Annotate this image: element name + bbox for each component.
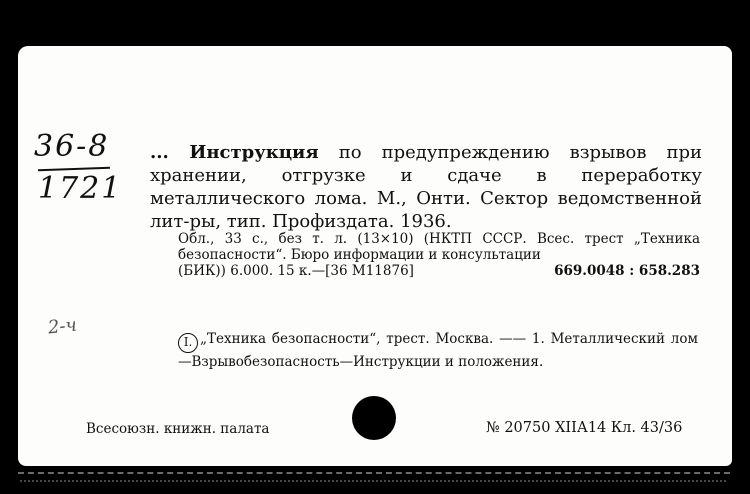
main-entry — [150, 141, 702, 233]
classification-number: 669.0048 : 658.283 — [554, 263, 700, 279]
publisher-footer: Всесоюзн. книжн. палата — [86, 421, 270, 437]
tracing-text: „Техника безопасности“, трест. Москва. —— 1. Металлический лом—Взрывобезопасность—Инструкции и положения. — [178, 331, 698, 370]
shelfmark — [34, 129, 123, 206]
card-edge-dashes — [18, 472, 730, 474]
entry-lead: ... Инструкция — [150, 142, 319, 163]
collation-end: (БИК)) 6.000. 15 к.—[36 М11876] — [178, 263, 414, 279]
card-punch-hole — [352, 396, 396, 440]
card-edge-dots — [20, 480, 726, 482]
collation-end-line — [178, 263, 700, 279]
card-number-footer: № 20750 XIIА14 Кл. 43/36 — [486, 420, 683, 436]
shelfmark-top: 36-8 — [34, 129, 110, 164]
shelfmark-bottom: 1721 — [38, 171, 123, 206]
tracing-roman-numeral: I. — [178, 333, 198, 353]
tracing — [178, 330, 698, 371]
collation: Обл., 33 с., без т. л. (13×10) (НКТП СССР. Всес. трест „Техника безопасности“. Бюро информации и консультации — [178, 231, 700, 263]
pencil-note: 2-ч — [46, 314, 78, 339]
entry-text: по предупреждению взрывов при хранении, отгрузке и сдаче в переработку металлического лома. М., Онти. Сектор ведомственной лит-ры, тип. Профиздата. 1936. — [150, 142, 702, 232]
